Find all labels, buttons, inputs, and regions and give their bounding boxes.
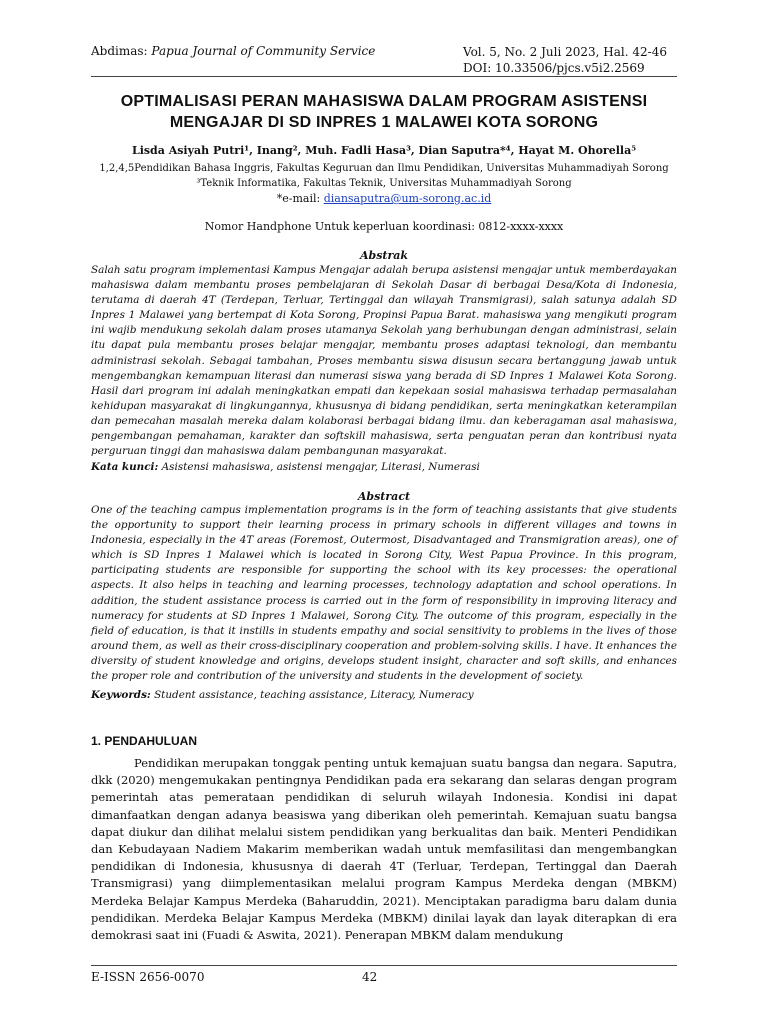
- doi: DOI: 10.33506/pjcs.v5i2.2569: [463, 61, 645, 75]
- section-heading-pendahuluan: 1. PENDAHULUAN: [91, 734, 198, 748]
- running-header-volume: [463, 44, 667, 76]
- email-link[interactable]: diansaputra@um-sorong.ac.id: [323, 192, 492, 205]
- journal-name: Abdimas:: [91, 44, 152, 58]
- abstract-heading: Abstract: [357, 490, 411, 503]
- abstrak-text: Salah satu program implementasi Kampus Mengajar adalah berupa asistensi mengajar untuk memberdayakan mahasiswa dalam membantu proses pembelajaran di Sekolah Dasar di berbagai Desa/Kota di Indonesia, terutama di daerah 4T (Terdepan, Terluar, Tertinggal dan wilayah Transmigrasi), salah satunya adalah SD Inpres 1 Malawei yang bertempat di Kota Sorong, Propinsi Papua Barat. mahasiswa yang mengikuti program ini wajib mendukung sekolah dalam proses utamanya Sekolah yang berhubungan dengan administrasi, selain itu dapat pula membantu proses belajar mengajar, membantu proses adaptasi teknologi, dan membantu administrasi sekolah. Sebagai tambahan, Proses membantu siswa disusun secara bertanggung jawab untuk mengembangkan kemampuan literasi dan numerasi siswa yang berada di SD Inpres 1 Malawei Kota Sorong. Hasil dari program ini adalah meningkatkan empati dan kepekaan sosial mahasiswa terhadap permasalahan kehidupan masyarakat di lingkungannya, khususnya di bidang pendidikan, serta meningkatkan keterampilan dan pemecahan masalah mereka dalam kolaborasi berbagai bidang ilmu. dan keberagaman asal mahasiswa, pengembangan pemahaman, karakter dan softskill mahasiswa, serta penguatan peran dan kontribusi nyata perguruan tinggi dan mahasiswa dalam pembangunan masyarakat.: [91, 264, 677, 458]
- section-body-pendahuluan: Pendidikan merupakan tonggak penting untuk kemajuan suatu bangsa dan negara. Saputra, dkk (2020) mengemukakan pentingnya Pendidikan pada era sekarang dan selaras dengan program pemerintah atas pemerataan pendidikan di seluruh wilayah Indonesia. Kondisi ini dapat dimanfaatkan dengan adanya beasiswa yang diberikan oleh pemerintah. Kemajuan suatu bangsa dapat diukur dan dilihat melalui sistem pendidikan yang berkualitas dan baik. Menteri Pendidikan dan Kebudayaan Nadiem Makarim memberikan wadah untuk memfasilitasi dan mengembangkan pendidikan di Indonesia, khususnya di daerah 4T (Terluar, Terdepan, Tertinggal dan Daerah Transmigrasi) yang diimplementasikan melalui program Kampus Merdeka dengan (MBKM) Merdeka Belajar Kampus Merdeka (Baharuddin, 2021). Menciptakan paradigma baru dalam dunia pendidikan. Merdeka Belajar Kampus Merdeka (MBKM) dinilai layak dan layak diterapkan di era demokrasi saat ini (Fuadi & Aswita, 2021). Penerapan MBKM dalam mendukung: [91, 756, 677, 943]
- journal-subtitle: Papua Journal of Community Service: [151, 44, 376, 58]
- corresponding-email: *e-mail: diansaputra@um-sorong.ac.id: [276, 192, 492, 205]
- abstrak-heading: Abstrak: [359, 249, 409, 262]
- kata-kunci: Kata kunci: Asistensi mahasiswa, asistensi mengajar, Literasi, Numerasi: [91, 461, 480, 473]
- volume-info: Vol. 5, No. 2 Juli 2023, Hal. 42-46: [463, 45, 667, 59]
- footer-divider: [91, 965, 677, 966]
- affiliation-1: 1,2,4,5Pendidikan Bahasa Inggris, Fakultas Keguruan dan Ilmu Pendidikan, Universitas Muhammadiyah Sorong: [99, 163, 669, 174]
- author-list: Lisda Asiyah Putri¹, Inang², Muh. Fadli Hasa³, Dian Saputra*⁴, Hayat M. Ohorella⁵: [131, 144, 637, 157]
- running-header-journal: [91, 44, 375, 58]
- keywords: Keywords: Student assistance, teaching assistance, Literacy, Numeracy: [91, 689, 474, 701]
- footer-issn: E-ISSN 2656-0070: [91, 970, 205, 984]
- page-number: 42: [362, 970, 378, 984]
- abstract-text: One of the teaching campus implementation programs is in the form of teaching assistants that give students the opportunity to support their learning process in primary schools in different villages and towns in Indonesia, especially in the 4T areas (Foremost, Outermost, Disadvantaged and Transmigration areas), one of which is SD Inpres 1 Malawei which is located in Sorong City, West Papua Province. In this program, participating students are responsible for supporting the school with its key processes: the operational aspects. It also helps in teaching and learning processes, technology adaptation and school operations. In addition, the student assistance process is carried out in the form of responsibility in improving literacy and numeracy for students at SD Inpres 1 Malawei, Sorong City. The outcome of this program, especially in the field of education, is that it instills in students empathy and social sensitivity to problems in the lives of those around them, as well as their cross-disciplinary cooperation and problem-solving skills. I have. It enhances the diversity of student knowledge and origins, develops student insight, character and soft skills, and enhances the proper role and contribution of the university and students in the development of society.: [91, 504, 677, 683]
- header-divider: [91, 76, 677, 77]
- affiliation-2: ³Teknik Informatika, Fakultas Teknik, Universitas Muhammadiyah Sorong: [196, 178, 572, 189]
- phone-contact: Nomor Handphone Untuk keperluan koordinasi: 0812-xxxx-xxxx: [204, 220, 564, 233]
- article-title: OPTIMALISASI PERAN MAHASISWA DALAM PROGRAM ASISTENSI MENGAJAR DI SD INPRES 1 MALAWEI KOTA SORONG: [120, 93, 648, 131]
